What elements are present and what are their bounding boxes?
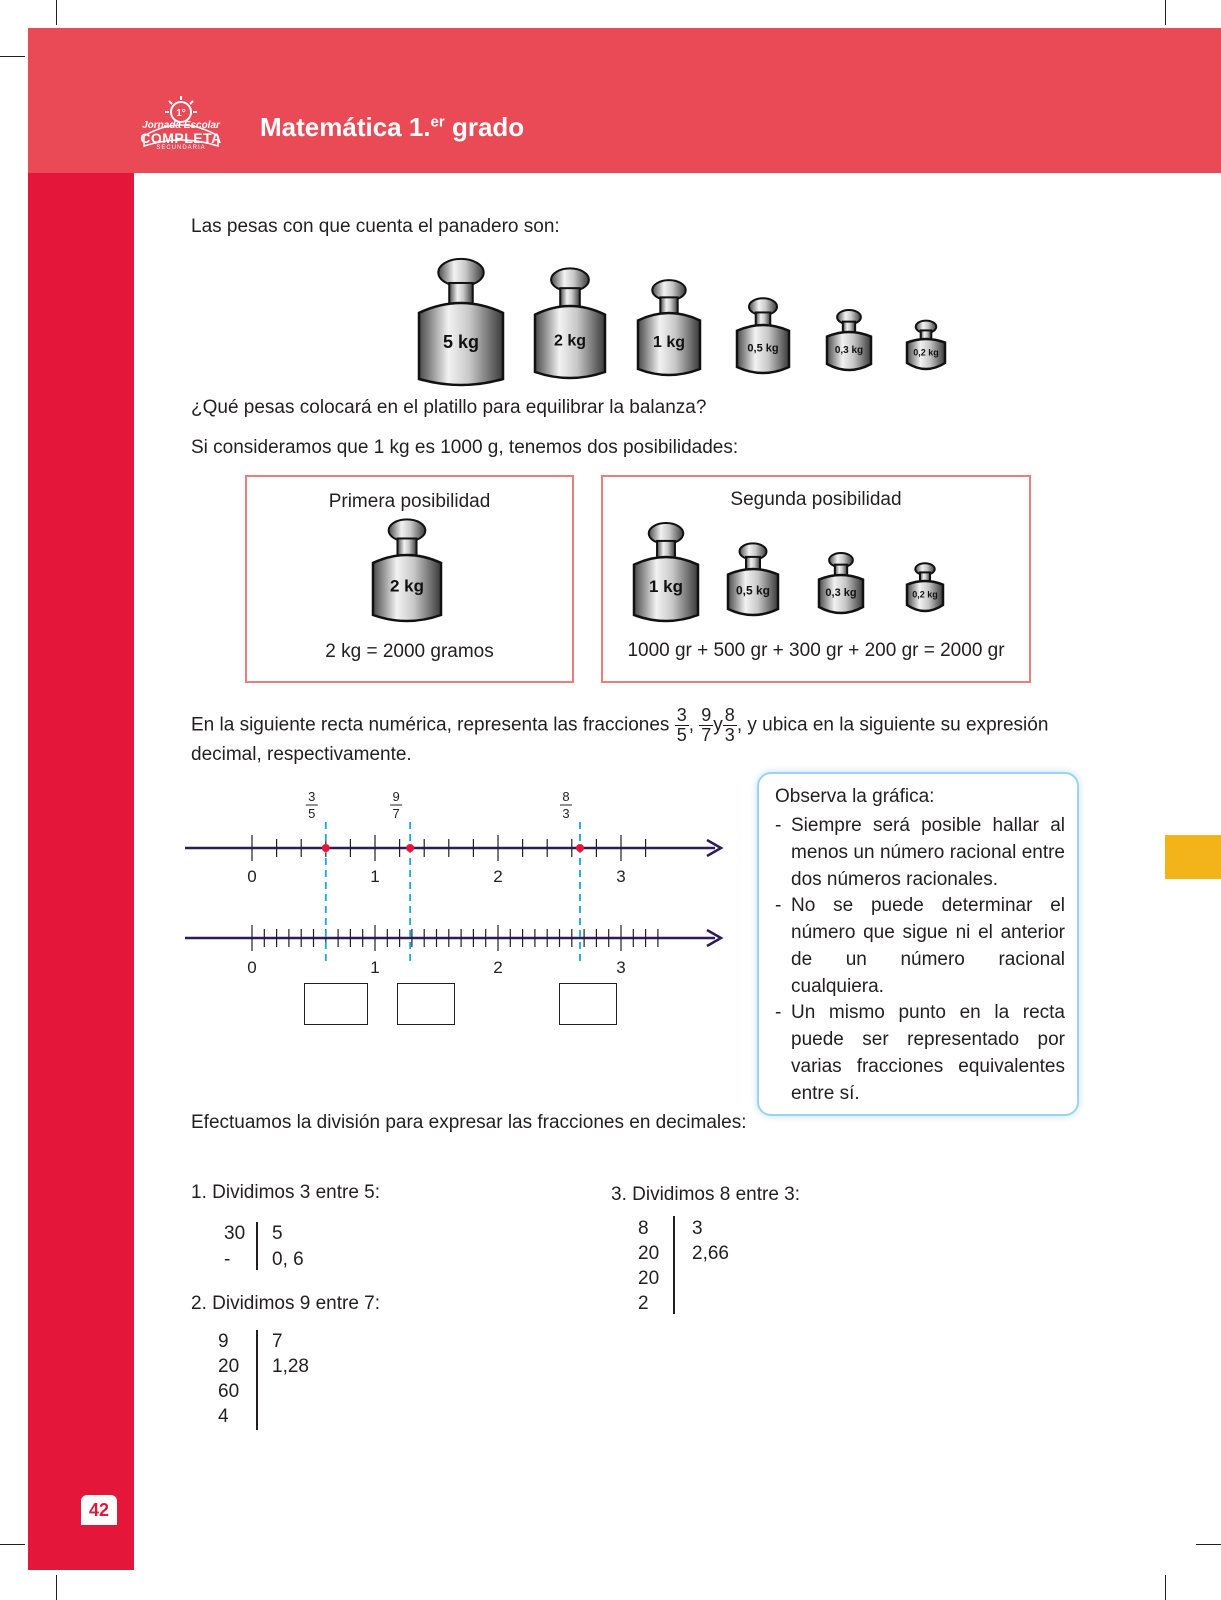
crop-mark	[1196, 1544, 1221, 1545]
division-3-quotient: 2,66	[692, 1243, 729, 1264]
title-text: Matemática 1.	[260, 112, 431, 142]
fraction-denominator: 5	[308, 806, 316, 821]
weight-icon	[638, 280, 700, 375]
weight-label: 0,5 kg	[735, 583, 771, 598]
fraction-numerator: 9	[392, 790, 400, 804]
division-1-bar	[256, 1222, 258, 1270]
number-lines	[185, 790, 745, 1030]
logo-emblem: 1°	[176, 108, 186, 119]
note-dash: -	[775, 815, 782, 836]
logo-line2: COMPLETA	[140, 130, 222, 146]
division-1-dividend: 30	[224, 1223, 246, 1244]
division-1-quotient: 0, 6	[272, 1249, 304, 1270]
prompt-conjunction: y	[713, 714, 723, 736]
weight-label: 0,5 kg	[747, 342, 779, 355]
fraction-numerator: 8	[562, 790, 570, 804]
second-option-weights	[623, 517, 1013, 627]
prompt-fraction-1: $\frac{3}{5}$	[676, 705, 687, 745]
fraction-point	[406, 844, 414, 852]
weight-label: 2 kg	[389, 576, 425, 596]
weight-icon	[535, 268, 605, 378]
weights-row	[400, 245, 980, 395]
consider-text: Si consideramos que 1 kg es 1000 g, tenemos dos posibilidades:	[191, 437, 739, 458]
note-title: Observa la gráfica:	[775, 786, 935, 807]
prompt-after: , y ubica en la siguiente su expresión	[736, 714, 1049, 736]
division-intro: Efectuamos la división para expresar las fracciones en decimales:	[191, 1112, 747, 1133]
crop-mark	[1165, 0, 1166, 25]
division-3-row: 20	[638, 1243, 660, 1264]
prompt-fraction-3: $\frac{8}{3}$	[724, 705, 735, 745]
note-item	[775, 812, 1065, 893]
first-option-box	[245, 475, 574, 683]
note-item	[775, 999, 1065, 1107]
division-2-title: 2. Dividimos 9 entre 7:	[191, 1293, 381, 1314]
observation-note	[757, 772, 1079, 1116]
first-option-equation: 2 kg = 2000 gramos	[325, 641, 494, 662]
left-sidebar	[28, 173, 134, 1570]
weight-icon	[419, 259, 503, 385]
crop-mark	[56, 1575, 57, 1600]
section-tab	[1165, 835, 1221, 879]
axis-label: 1	[370, 958, 380, 977]
weight-icon	[907, 563, 943, 611]
answer-box-3[interactable]	[559, 983, 617, 1025]
division-2-row: 4	[218, 1406, 229, 1427]
crop-mark	[0, 1544, 25, 1545]
division-3-title: 3. Dividimos 8 entre 3:	[611, 1184, 801, 1205]
division-1-minus: -	[224, 1249, 231, 1270]
division-2-row: 9	[218, 1331, 229, 1352]
logo-line3: SECUNDARIA	[156, 145, 206, 151]
axis-label: 3	[616, 867, 626, 886]
axis-label: 0	[247, 867, 257, 886]
division-2-divisor: 7	[272, 1331, 283, 1352]
weight-icon	[373, 519, 441, 621]
division-2-row: 60	[218, 1381, 240, 1402]
note-item	[775, 892, 1065, 1000]
fraction-denominator: 3	[562, 806, 570, 821]
second-option-box	[601, 475, 1031, 683]
weight-label: 1 kg	[648, 577, 684, 597]
weight-label: 1 kg	[652, 334, 686, 352]
weight-icon	[737, 298, 789, 373]
axis-label: 0	[247, 958, 257, 977]
page-title	[260, 112, 524, 143]
weight-label: 0,2 kg	[912, 589, 938, 600]
axis-label: 3	[616, 958, 626, 977]
weight-icon	[728, 543, 778, 615]
jec-logo	[140, 94, 222, 154]
axis-label: 1	[370, 867, 380, 886]
weight-icon	[907, 321, 945, 369]
axis-label: 2	[493, 958, 503, 977]
crop-mark	[56, 0, 57, 25]
first-option-weight	[367, 517, 447, 627]
weight-label: 2 kg	[553, 332, 587, 350]
weight-icon	[827, 310, 871, 370]
weight-label: 0,2 kg	[913, 347, 939, 358]
note-text: No se puede determinar el número que sigue ni el anterior de un número racional cualquiera.	[791, 895, 1065, 997]
title-grade: grado	[444, 112, 525, 142]
division-3-row: 2	[638, 1293, 649, 1314]
note-text: Siempre será posible hallar al menos un número racional entre dos números racionales.	[791, 815, 1065, 890]
axis-label: 2	[493, 867, 503, 886]
number-line-prompt-line2: decimal, respectivamente.	[191, 744, 412, 765]
intro-text: Las pesas con que cuenta el panadero son:	[191, 216, 560, 237]
division-3-row: 8	[638, 1218, 649, 1239]
weight-label: 0,3 kg	[834, 344, 864, 356]
prompt-before: En la siguiente recta numérica, representa las fracciones	[191, 714, 670, 736]
weight-label: 0,3 kg	[825, 586, 857, 599]
division-1-divisor: 5	[272, 1223, 283, 1244]
weight-label: 5 kg	[442, 332, 480, 353]
logo-line1: Jornada Escolar	[142, 120, 220, 131]
title-superscript: er	[430, 113, 445, 131]
division-2-bar	[256, 1330, 258, 1430]
division-2-row: 20	[218, 1356, 240, 1377]
note-dash: -	[775, 895, 782, 916]
division-3-row: 20	[638, 1268, 660, 1289]
prompt-fraction-2: $\frac{9}{7}$	[701, 705, 712, 745]
number-line-prompt	[191, 706, 1048, 745]
weight-icon	[819, 553, 863, 613]
division-3-bar	[673, 1216, 675, 1314]
page-number: 42	[81, 1495, 117, 1525]
fraction-point	[576, 844, 584, 852]
weight-icon	[634, 523, 698, 621]
crop-mark	[1165, 1575, 1166, 1600]
answer-box-2[interactable]	[397, 983, 455, 1025]
crop-mark	[0, 56, 25, 57]
division-1-title: 1. Dividimos 3 entre 5:	[191, 1182, 381, 1203]
prompt-separator: ,	[688, 714, 694, 736]
fraction-denominator: 7	[392, 806, 400, 821]
fraction-point	[322, 844, 330, 852]
division-3-divisor: 3	[692, 1218, 703, 1239]
second-option-equation: 1000 gr + 500 gr + 300 gr + 200 gr = 2000 gr	[627, 640, 1005, 661]
question-text: ¿Qué pesas colocará en el platillo para equilibrar la balanza?	[191, 397, 707, 418]
fraction-numerator: 3	[308, 790, 316, 804]
division-2-quotient: 1,28	[272, 1356, 309, 1377]
answer-box-1[interactable]	[304, 983, 368, 1025]
first-option-title: Primera posibilidad	[328, 491, 491, 512]
note-text: Un mismo punto en la recta puede ser representado por varias fracciones equivalentes entre sí.	[791, 1002, 1065, 1104]
note-dash: -	[775, 1002, 782, 1023]
second-option-title: Segunda posibilidad	[730, 489, 902, 510]
